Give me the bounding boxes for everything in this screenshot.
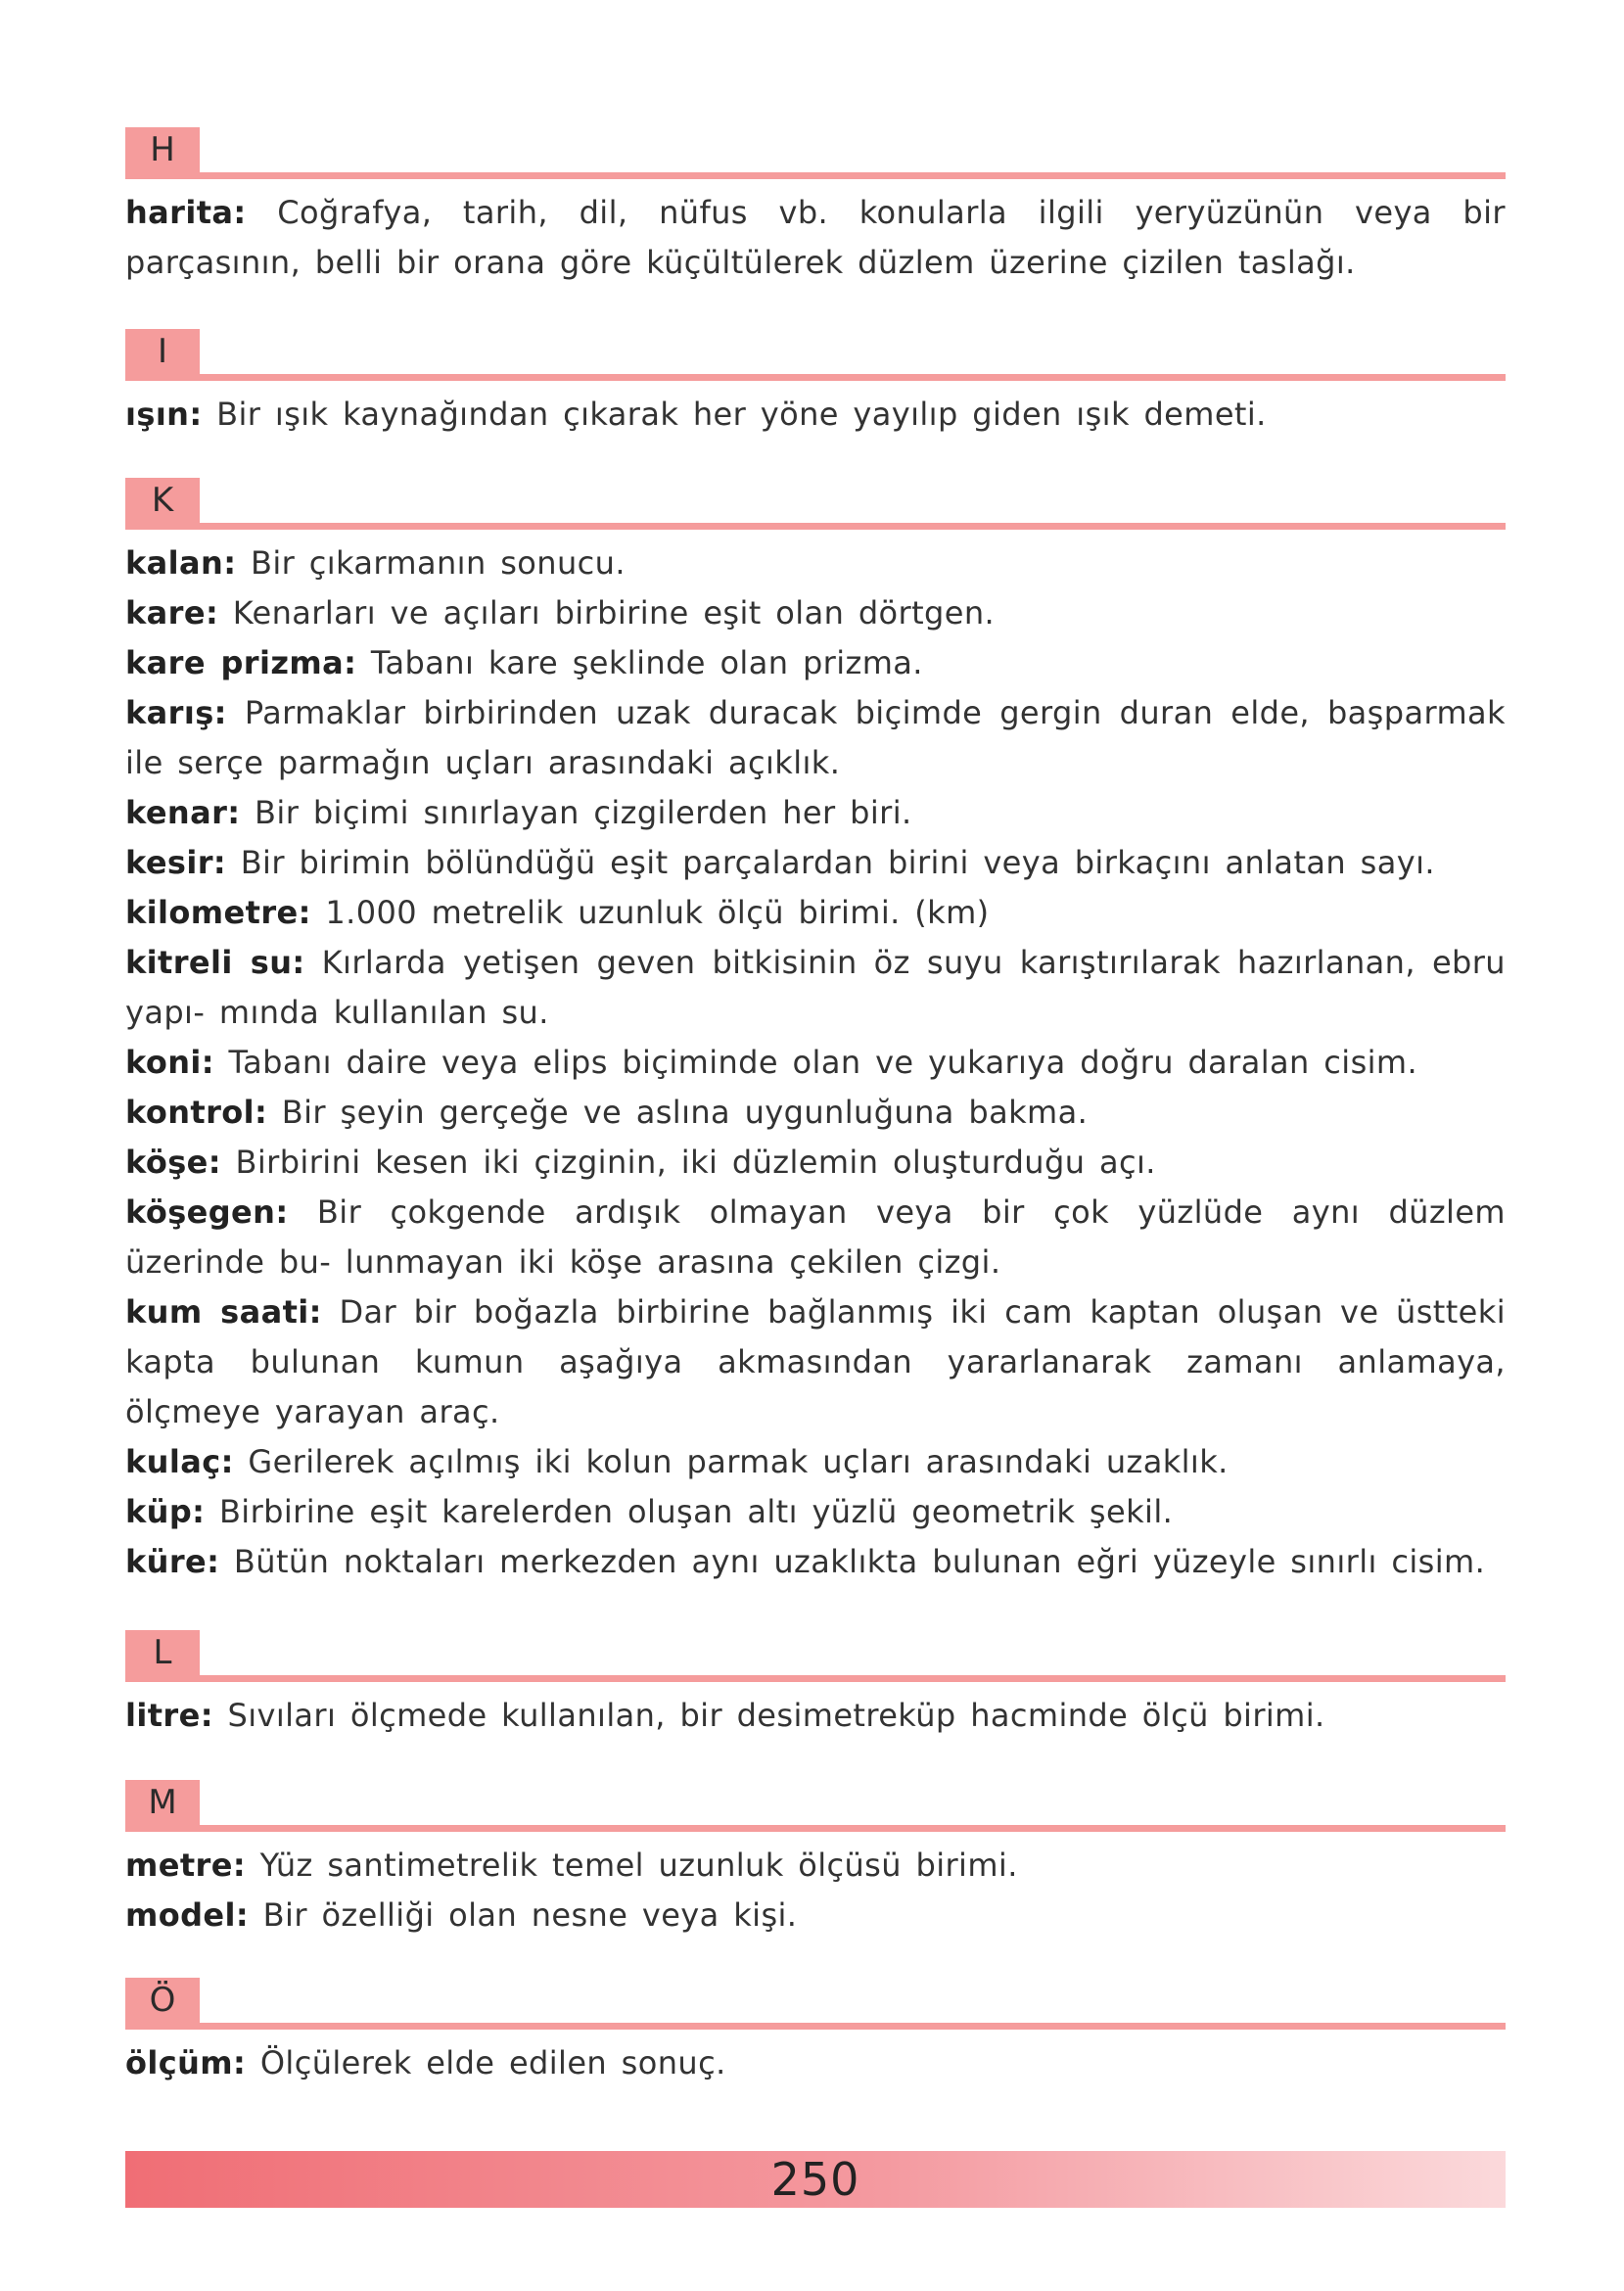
glossary-entry bbox=[125, 390, 1506, 440]
glossary-entry bbox=[125, 1088, 1506, 1138]
entry-definition: Tabanı daire veya elips biçiminde olan ve yukarıya doğru daralan cisim. bbox=[213, 1044, 1418, 1081]
section-header bbox=[125, 1630, 1506, 1681]
entry-definition: Bir özelliği olan nesne veya kişi. bbox=[249, 1896, 798, 1934]
section-header bbox=[125, 1978, 1506, 2029]
entry-term: kesir: bbox=[125, 844, 227, 881]
section-header bbox=[125, 329, 1506, 380]
section-rule bbox=[125, 1675, 1506, 1682]
section-rule bbox=[125, 2023, 1506, 2030]
section-letter: H bbox=[125, 127, 200, 172]
entry-term: köşe: bbox=[125, 1144, 221, 1181]
page-number: 250 bbox=[770, 2153, 860, 2206]
glossary-entry bbox=[125, 688, 1506, 788]
entry-term: kare: bbox=[125, 594, 219, 631]
glossary-entry bbox=[125, 2038, 1506, 2088]
entry-definition: Bir ışık kaynağından çıkarak her yöne yayılıp giden ışık demeti. bbox=[202, 396, 1267, 433]
glossary-entry bbox=[125, 1691, 1506, 1741]
section-rule bbox=[125, 523, 1506, 530]
entry-term: karış: bbox=[125, 694, 227, 731]
section-letter: M bbox=[125, 1780, 200, 1825]
glossary-entry bbox=[125, 588, 1506, 638]
entry-definition: Kırlarda yetişen geven bitkisinin öz suyu karıştırılarak hazırlanan, ebru yapı- mında kullanılan su. bbox=[125, 944, 1506, 1031]
glossary-entry bbox=[125, 938, 1506, 1038]
entry-definition: Kenarları ve açıları birbirine eşit olan dörtgen. bbox=[218, 594, 996, 631]
entry-definition: Bir çokgende ardışık olmayan veya bir çok yüzlüde aynı düzlem üzerinde bu- lunmayan iki köşe arasına çekilen çizgi. bbox=[125, 1193, 1506, 1281]
entry-definition: Coğrafya, tarih, dil, nüfus vb. konularla ilgili yeryüzünün veya bir parçasının, belli bir orana göre küçültülerek düzlem üzerine çizilen taslağı. bbox=[125, 194, 1506, 281]
entry-definition: 1.000 metrelik uzunluk ölçü birimi. (km) bbox=[310, 894, 990, 931]
section-rule bbox=[125, 374, 1506, 381]
entry-definition: Bütün noktaları merkezden aynı uzaklıkta bulunan eğri yüzeyle sınırlı cisim. bbox=[219, 1543, 1486, 1580]
entry-definition: Gerilerek açılmış iki kolun parmak uçları arasındaki uzaklık. bbox=[233, 1443, 1229, 1480]
section-letter: K bbox=[125, 478, 200, 523]
entry-definition: Dar bir boğazla birbirine bağlanmış iki cam kaptan oluşan ve üstteki kapta bulunan kumun aşağıya akmasından yararlanarak zamanı anlamaya, ölçmeye yarayan araç. bbox=[125, 1293, 1506, 1430]
section-letter: Ö bbox=[125, 1978, 200, 2023]
entry-definition: Parmaklar birbirinden uzak duracak biçimde gergin duran elde, başparmak ile serçe parmağın uçları arasındaki açıklık. bbox=[125, 694, 1506, 781]
entry-definition: Bir şeyin gerçeğe ve aslına uygunluğuna bakma. bbox=[267, 1094, 1089, 1131]
section-o-umlaut bbox=[125, 1978, 1506, 2088]
glossary-entry bbox=[125, 1038, 1506, 1088]
page-footer bbox=[125, 2151, 1506, 2208]
glossary-entry bbox=[125, 188, 1506, 288]
glossary-entry bbox=[125, 538, 1506, 588]
entry-definition: Birbirine eşit karelerden oluşan altı yüzlü geometrik şekil. bbox=[205, 1493, 1174, 1530]
glossary-entry bbox=[125, 1487, 1506, 1537]
entry-term: küp: bbox=[125, 1493, 206, 1530]
glossary-entry bbox=[125, 838, 1506, 888]
entry-term: ölçüm: bbox=[125, 2044, 247, 2081]
section-header bbox=[125, 127, 1506, 178]
entry-term: kilometre: bbox=[125, 894, 311, 931]
entry-term: model: bbox=[125, 1896, 250, 1934]
section-letter: L bbox=[125, 1630, 200, 1675]
entry-term: kum saati: bbox=[125, 1293, 322, 1331]
entry-term: koni: bbox=[125, 1044, 214, 1081]
entry-term: kalan: bbox=[125, 544, 237, 582]
entry-term: kenar: bbox=[125, 794, 241, 831]
section-rule bbox=[125, 172, 1506, 179]
glossary-entry bbox=[125, 888, 1506, 938]
section-h bbox=[125, 127, 1506, 288]
section-k bbox=[125, 478, 1506, 1587]
entry-term: harita: bbox=[125, 194, 247, 231]
section-l bbox=[125, 1630, 1506, 1741]
entry-definition: Sıvıları ölçmede kullanılan, bir desimetreküp hacminde ölçü birimi. bbox=[212, 1697, 1325, 1734]
entry-definition: Bir birimin bölündüğü eşit parçalardan birini veya birkaçını anlatan sayı. bbox=[226, 844, 1435, 881]
section-header bbox=[125, 1780, 1506, 1831]
entry-term: kare prizma: bbox=[125, 644, 357, 681]
glossary-entry bbox=[125, 1138, 1506, 1188]
entry-definition: Bir çıkarmanın sonucu. bbox=[236, 544, 626, 582]
entry-term: küre: bbox=[125, 1543, 220, 1580]
section-rule bbox=[125, 1825, 1506, 1832]
entry-term: litre: bbox=[125, 1697, 213, 1734]
entry-term: köşegen: bbox=[125, 1193, 289, 1231]
glossary-entry bbox=[125, 638, 1506, 688]
entry-definition: Tabanı kare şeklinde olan prizma. bbox=[356, 644, 923, 681]
entry-definition: Yüz santimetrelik temel uzunluk ölçüsü birimi. bbox=[246, 1847, 1018, 1884]
entry-term: kontrol: bbox=[125, 1094, 268, 1131]
glossary-entry bbox=[125, 1841, 1506, 1891]
entry-definition: Bir biçimi sınırlayan çizgilerden her biri. bbox=[240, 794, 912, 831]
glossary-entry bbox=[125, 1891, 1506, 1940]
entry-term: ışın: bbox=[125, 396, 203, 433]
entry-term: kitreli su: bbox=[125, 944, 305, 981]
entry-definition: Ölçülerek elde edilen sonuç. bbox=[246, 2044, 726, 2081]
section-m bbox=[125, 1780, 1506, 1940]
entry-term: kulaç: bbox=[125, 1443, 234, 1480]
glossary-entry bbox=[125, 1188, 1506, 1287]
section-i bbox=[125, 329, 1506, 440]
glossary-entry bbox=[125, 1537, 1506, 1587]
glossary-entry bbox=[125, 788, 1506, 838]
glossary-entry bbox=[125, 1287, 1506, 1437]
entry-definition: Birbirini kesen iki çizginin, iki düzlemin oluşturduğu açı. bbox=[220, 1144, 1156, 1181]
glossary-entry bbox=[125, 1437, 1506, 1487]
entry-term: metre: bbox=[125, 1847, 247, 1884]
section-letter: I bbox=[125, 329, 200, 374]
section-header bbox=[125, 478, 1506, 529]
